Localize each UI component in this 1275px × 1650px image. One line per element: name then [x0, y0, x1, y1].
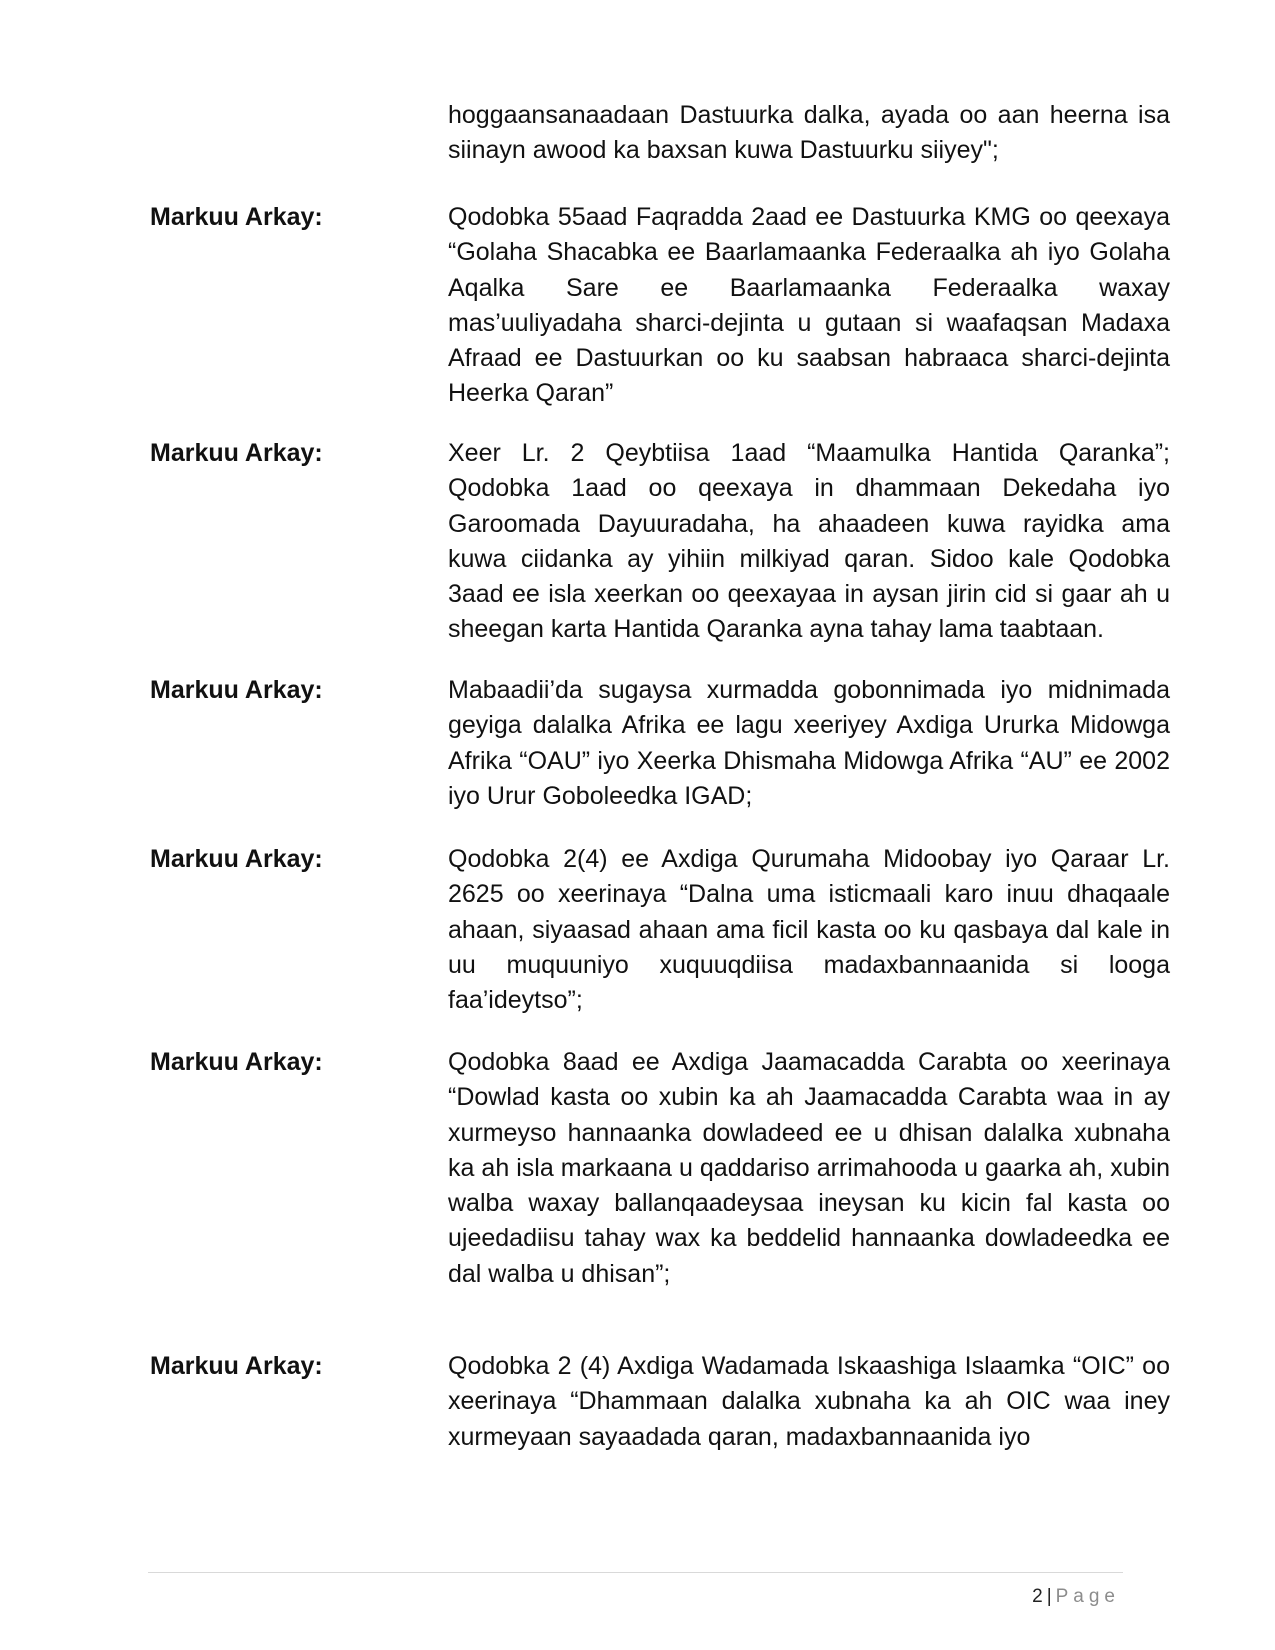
- page-separator: |: [1046, 1586, 1052, 1607]
- clause-text: Qodobka 2 (4) Axdiga Wadamada Iskaashiga Islaamka “OIC” oo xeerinaya “Dhammaan dalalka xubnaha ka ah OIC waa iney xurmeyaan sayaadada qaran, madaxbannaanida iyo: [448, 1352, 1170, 1451]
- footer-divider: [148, 1572, 1123, 1573]
- clause-text: Xeer Lr. 2 Qeybtiisa 1aad “Maamulka Hantida Qaranka”; Qodobka 1aad oo qeexaya in dhammaan Dekedaha iyo Garoomada Dayuuradaha, ha ahaadeen kuwa rayidka ama kuwa ciidanka ay yihiin milkiyad qaran. Sidoo kale Qodobka 3aad ee isla xeerkan oo qeexayaa in aysan jirin cid si gaar ah u sheegan karta Hantida Qaranka ayna tahay lama taabtaan.: [448, 439, 1170, 644]
- clause-label: Markuu Arkay:: [150, 845, 323, 873]
- page-footer: [1032, 1586, 1120, 1608]
- clause-entry: [150, 842, 1170, 1018]
- clause-entry: [150, 200, 1170, 412]
- clause-entry: [150, 1045, 1170, 1292]
- clause-entry: [150, 436, 1170, 648]
- clause-text: Mabaadii’da sugaysa xurmadda gobonnimada iyo midnimada geyiga dalalka Afrika ee lagu xeeriyey Axdiga Ururka Midowga Afrika “OAU” iyo Xeerka Dhismaha Midowga Afrika “AU” ee 2002 iyo Urur Goboleedka IGAD;: [448, 676, 1170, 810]
- page-number: 2: [1032, 1586, 1043, 1607]
- lead-paragraph: [448, 98, 1170, 169]
- clause-label: Markuu Arkay:: [150, 1352, 323, 1380]
- clause-text: Qodobka 55aad Faqradda 2aad ee Dastuurka KMG oo qeexaya “Golaha Shacabka ee Baarlamaanka Federaalka ah iyo Golaha Aqalka Sare ee Baarlamaanka Federaalka waxay mas’uuliyadaha sharci-dejinta u gutaan si waafaqsan Madaxa Afraad ee Dastuurkan oo ku saabsan habraaca sharci-dejinta Heerka Qaran”: [448, 203, 1170, 408]
- clause-entry: [150, 1349, 1170, 1455]
- clause-label: Markuu Arkay:: [150, 1048, 323, 1076]
- clause-text: Qodobka 2(4) ee Axdiga Qurumaha Midoobay iyo Qaraar Lr. 2625 oo xeerinaya “Dalna uma isticmaali karo inuu dhaqaale ahaan, siyaasad ahaan ama ficil kasta oo ku qasbaya dal kale in uu muquuniyo xuquuqdiisa madaxbannaanida si looga faa’ideytso”;: [448, 845, 1170, 1015]
- clause-label: Markuu Arkay:: [150, 203, 323, 231]
- clause-text: Qodobka 8aad ee Axdiga Jaamacadda Carabta oo xeerinaya “Dowlad kasta oo xubin ka ah Jaamacadda Carabta waa in ay xurmeyso hannaanka dowladeed ee u dhisan dalalka xubnaha ka ah isla markaana u qaddariso arrimahooda u gaarka ah, xubin walba waxay ballanqaadeysaa ineysan ku kicin fal kasta oo ujeedadiisu tahay wax ka beddelid hannaanka dowladeedka ee dal walba u dhisan”;: [448, 1048, 1170, 1288]
- clause-entry: [150, 673, 1170, 814]
- page-label: Page: [1055, 1586, 1120, 1607]
- clause-label: Markuu Arkay:: [150, 676, 323, 704]
- clause-label: Markuu Arkay:: [150, 439, 323, 467]
- lead-paragraph-text: hoggaansanaadaan Dastuurka dalka, ayada oo aan heerna isa siinayn awood ka baxsan kuwa Dastuurku siiyey";: [448, 101, 1170, 165]
